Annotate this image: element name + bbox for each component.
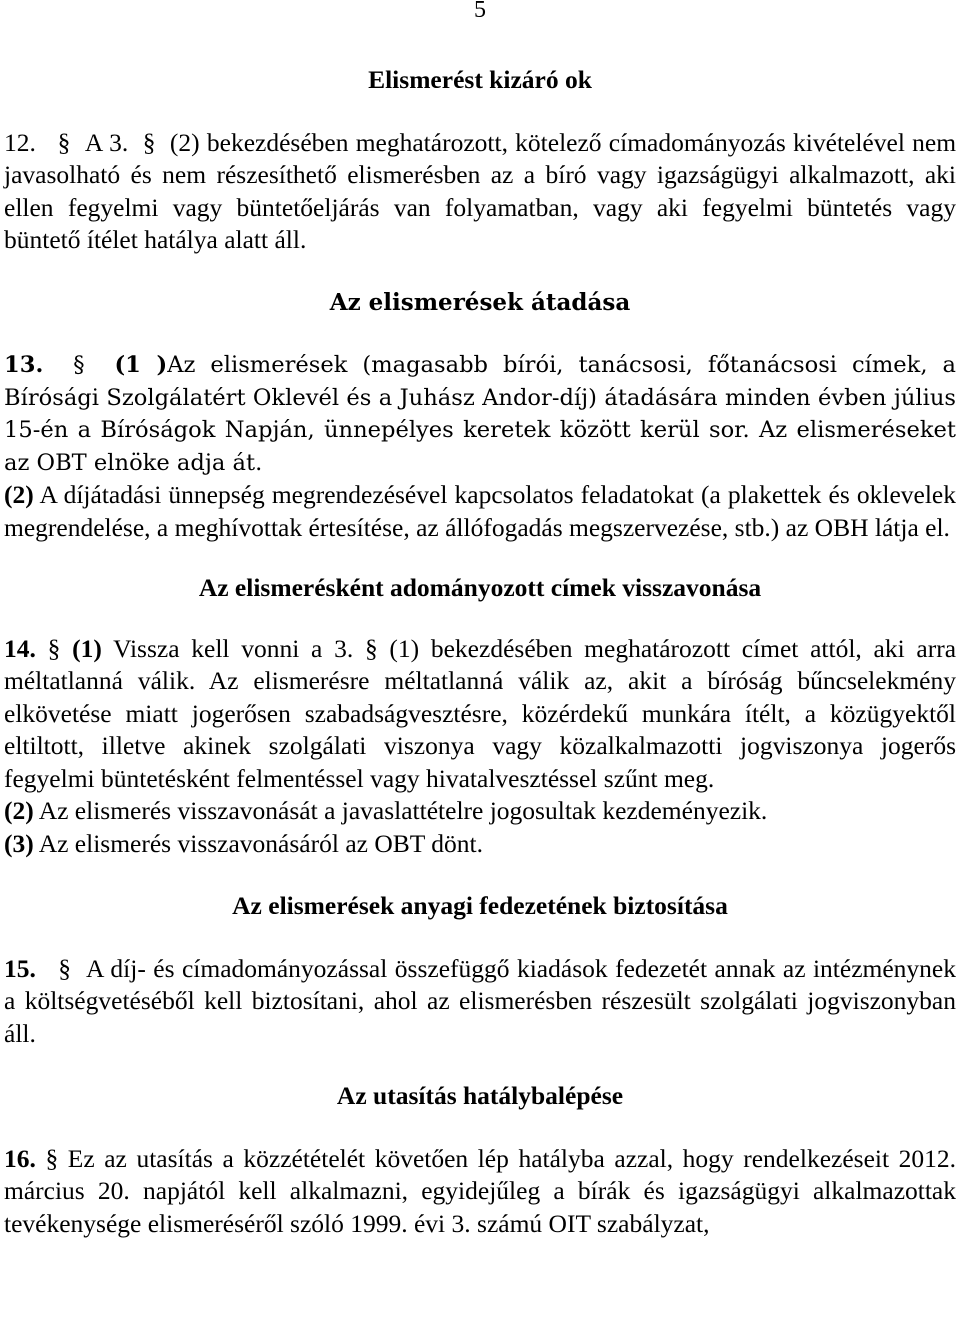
clause-marker: (2)	[4, 796, 34, 825]
section-number: 14.	[4, 633, 36, 663]
document-body	[4, 64, 956, 1240]
paragraph-14-2	[4, 795, 956, 828]
section-sign: §	[73, 352, 85, 378]
paragraph-text: Ez az utasítás a közzétételét követően lép hatályba azzal, hogy rendelkezéseit 2012. március 20. napjától kell alkalmazni, egyidejűleg a bírák és igazságügyi alkalmazottak tevékenysége elismeréséről szóló 1999. évi 3. számú OIT szabályzat,	[4, 1143, 957, 1238]
clause-marker: (2)	[4, 480, 34, 509]
section-sign: §	[142, 127, 156, 157]
paragraph-14-1	[4, 633, 956, 796]
paragraph-14-3	[4, 828, 956, 861]
paragraph-text: Az elismerés visszavonását a javaslattételre jogosultak kezdeményezik.	[33, 796, 768, 825]
paragraph-13-1	[4, 349, 956, 479]
paragraph-text: Az elismeréseket az OBT elnöke adja át.	[4, 417, 956, 476]
paragraph-text: Az elismerés visszavonásáról az OBT dönt.	[33, 828, 483, 858]
clause-marker: (3)	[4, 828, 34, 858]
section-heading-exclusion: Elismerést kizáró ok	[368, 65, 592, 94]
section-sign: §	[364, 633, 378, 663]
section-sign: §	[45, 1143, 59, 1173]
section-sign: §	[47, 633, 61, 663]
section-sign: §	[57, 127, 71, 157]
paragraph-text: A 3.	[84, 127, 129, 157]
clause-marker: (1)	[72, 633, 102, 663]
section-heading-funding: Az elismerések anyagi fedezetének biztosítása	[232, 891, 728, 920]
page-number: 5	[474, 0, 486, 23]
paragraph-text: (1) bekezdésében meghatározott címet attól, aki arra méltatlanná válik.	[4, 633, 957, 695]
section-heading-revocation: Az elismerésként adományozott címek visszavonása	[198, 573, 762, 602]
paragraph-text: (2) bekezdésében meghatározott, kötelező címadományozás kivételével nem javasolható és nem részesíthető elismerésben az a bíró vagy igazságügyi alkalmazott, aki ellen fegyelmi vagy büntetőeljárás van folyamatban, vagy aki fegyelmi büntetés vagy büntető ítélet hatálya alatt áll.	[4, 127, 957, 254]
paragraph-15	[4, 953, 956, 1051]
paragraph-16	[4, 1143, 956, 1241]
section-number: 15.	[4, 953, 36, 983]
section-heading-entry-into-force: Az utasítás hatálybalépése	[336, 1081, 624, 1110]
paragraph-text: Vissza kell vonni a 3.	[101, 633, 354, 663]
section-number: 16.	[4, 1143, 36, 1173]
section-number: 13.	[4, 352, 44, 378]
section-heading-award-presentation: Az elismerések átadása	[329, 288, 631, 316]
paragraph-text: Az elismerések (magasabb bírói, tanácsosi, főtanácsosi címek, a Bírósági Szolgálatért Oklevél és a Juhász Andor-díj) átadására minden évben július 15-én a Bíróságok Napján, ünnepélyes keretek között kerül sor.	[4, 352, 956, 443]
section-number: 12.	[4, 127, 36, 157]
paragraph-13-2	[4, 479, 956, 544]
clause-marker: (1 )	[114, 352, 168, 378]
section-sign: §	[58, 953, 72, 983]
paragraph-12	[4, 127, 956, 257]
paragraph-text: A díj- és címadományozással összefüggő kiadások fedezetét annak az intézménynek a költségvetéséből kell biztosítani, ahol az elismerésben részesült szolgálati jogviszonyban áll.	[4, 953, 957, 1048]
paragraph-text: A díjátadási ünnepség megrendezésével kapcsolatos feladatokat (a plakettek és oklevelek megrendelése, a meghívottak értesítése, az állófogadás megszervezése, stb.) az OBH látja el.	[4, 480, 956, 542]
paragraph-text: Az elismerésre méltatlanná válik az, akit a bíróság bűncselekmény elkövetése miatt jogerősen szabadságvesztésre, közérdekű munkára ítélt, a közügyektől eltiltott, illetve akinek szolgálati viszonya vagy közalkalmazotti jogviszonya jogerős fegyelmi büntetésként felmentéssel vagy hivatalvesztéssel szűnt meg.	[4, 666, 956, 793]
